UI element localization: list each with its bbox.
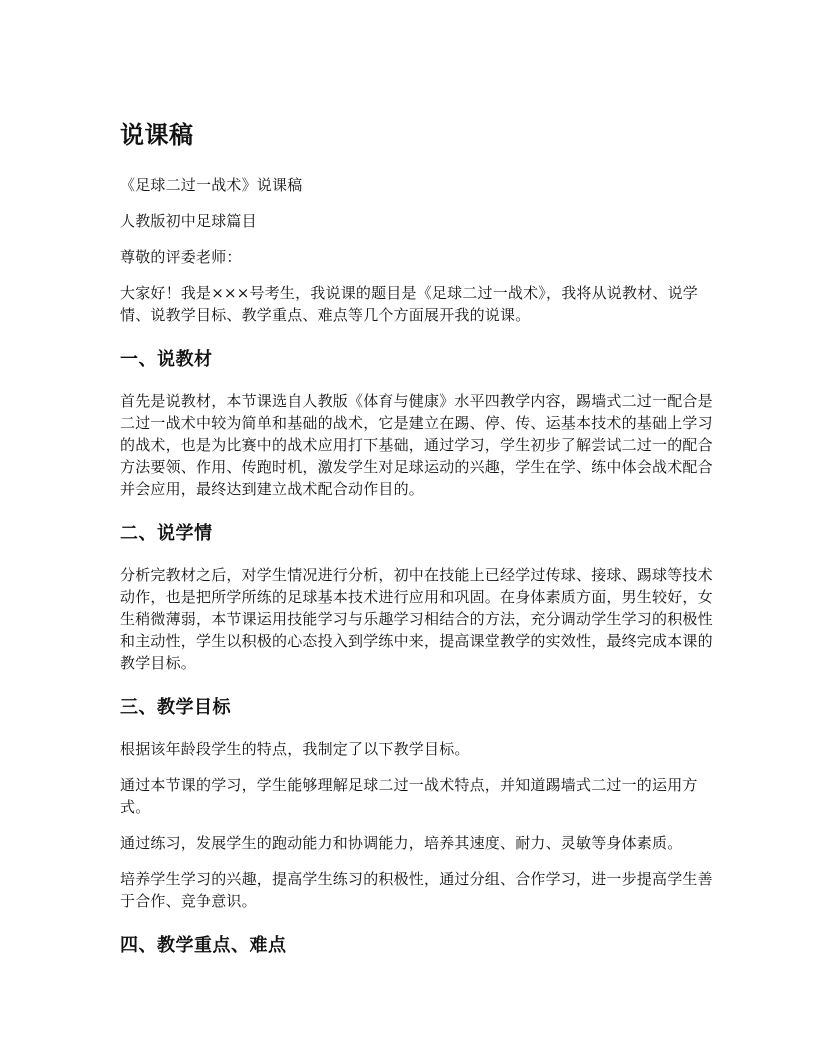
objective-knowledge-paragraph: 通过本节课的学习，学生能够理解足球二过一战术特点，并知道踢墙式二过一的运用方式。 <box>120 776 698 816</box>
section-heading-key-points: 四、教学重点、难点 <box>120 935 287 956</box>
objectives-intro-paragraph: 根据该年龄段学生的特点，我制定了以下教学目标。 <box>120 740 470 758</box>
textbook-paragraph: 首先是说教材，本节课选自人教版《体育与健康》水平四教学内容，踢墙式二过一配合是二过一战术中较为简单和基础的战术，它是建立在踢、停、传、运基本技术的基础上学习的战术，也是为比赛中的战术应用打下基础，通过学习，学生初步了解尝试二过一的配合方法要领、作用、传跑时机，激发学生对足球运动的兴趣，学生在学、练中体会战术配合并会应用，最终达到建立战术配合动作目的。 <box>120 392 713 498</box>
objective-attitude-paragraph: 培养学生学习的兴趣，提高学生练习的积极性，通过分组、合作学习，进一步提高学生善于合作、竞争意识。 <box>120 870 713 910</box>
textbook-source-line: 人教版初中足球篇目 <box>120 212 257 230</box>
section-heading-textbook: 一、说教材 <box>120 349 213 370</box>
learners-paragraph: 分析完教材之后，对学生情况进行分析，初中在技能上已经学过传球、接球、踢球等技术动作，也是把所学所练的足球基本技术进行应用和巩固。在身体素质方面，男生较好，女生稍微薄弱，本节课运用技能学习与乐趣学习相结合的方法，充分调动学生学习的积极性和主动性，学生以积极的心态投入到学练中来，提高课堂教学的实效性，最终完成本课的教学目标。 <box>120 566 713 672</box>
objective-skill-paragraph: 通过练习，发展学生的跑动能力和协调能力，培养其速度、耐力、灵敏等身体素质。 <box>120 834 683 852</box>
section-heading-objectives: 三、教学目标 <box>120 697 231 718</box>
document-page <box>120 118 720 976</box>
salutation: 尊敬的评委老师： <box>120 248 242 266</box>
lesson-title-line: 《足球二过一战术》说课稿 <box>120 176 303 194</box>
document-title: 说课稿 <box>120 121 194 149</box>
section-heading-learners: 二、说学情 <box>120 523 213 544</box>
opening-paragraph: 大家好！我是×××号考生，我说课的题目是《足球二过一战术》，我将从说教材、说学情、说教学目标、教学重点、难点等几个方面展开我的说课。 <box>120 284 699 324</box>
